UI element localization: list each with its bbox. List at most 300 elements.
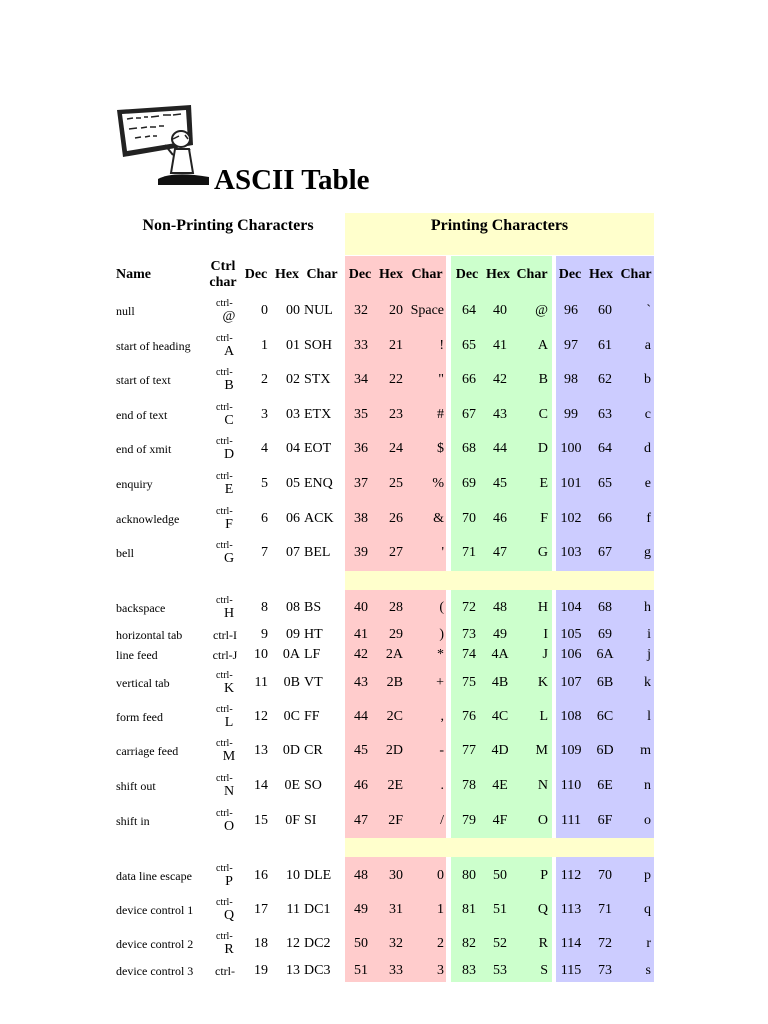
table-row: [0, 804, 768, 838]
printing-char: 1: [437, 902, 444, 917]
printing-dec: 72: [462, 600, 476, 615]
printing-char: ": [438, 372, 444, 387]
header-dec: Dec: [348, 267, 372, 282]
printing-char: D: [537, 441, 548, 456]
printing-char: ': [441, 545, 444, 560]
printing-char: R: [538, 936, 548, 951]
printing-char: O: [537, 813, 548, 828]
printing-char: ,: [440, 709, 444, 724]
printing-char: F: [540, 511, 548, 526]
row-dec: 8: [261, 600, 268, 615]
row-ctrl-char: [208, 804, 242, 838]
row-name: end of text: [116, 407, 168, 422]
printing-hex: 2B: [386, 675, 403, 690]
ctrl-prefix: ctrl-: [216, 401, 233, 413]
row-ctrl-char: [208, 536, 242, 570]
row-name: shift out: [116, 778, 156, 793]
ctrl-prefix: ctrl-: [216, 435, 233, 447]
printing-dec: 99: [564, 407, 578, 422]
ctrl-prefix: ctrl-: [216, 737, 233, 749]
ctrl-key: @: [222, 308, 236, 324]
printing-hex: 6A: [596, 647, 614, 662]
row-hex: 07: [286, 545, 300, 560]
header-hex: Hex: [274, 267, 300, 282]
group-separator: [345, 838, 654, 857]
table-row: [0, 700, 768, 734]
ctrl-key: L: [224, 714, 234, 730]
row-hex: 10: [286, 868, 300, 883]
row-hex: 11: [286, 902, 300, 917]
ctrl-prefix: ctrl-: [216, 332, 233, 344]
printing-dec: 37: [354, 476, 368, 491]
row-name: null: [116, 303, 135, 318]
table-row: [0, 962, 768, 980]
table-row: [0, 432, 768, 466]
row-ctrl-char: ctrl-: [215, 963, 235, 978]
printing-hex: 69: [598, 627, 612, 642]
printing-hex: 46: [493, 511, 507, 526]
row-ctrl-char: [208, 502, 242, 536]
header-dec: Dec: [244, 267, 268, 282]
printing-hex: 51: [493, 902, 507, 917]
printing-hex: 43: [493, 407, 507, 422]
printing-dec: 75: [462, 675, 476, 690]
printing-hex: 41: [493, 338, 507, 353]
row-name: data line escape: [116, 868, 192, 883]
printing-dec: 103: [560, 545, 582, 560]
printing-char: M: [535, 743, 548, 758]
row-ctrl-char: [208, 591, 242, 625]
row-hex: 12: [286, 936, 300, 951]
row-dec: 19: [254, 963, 268, 978]
table-row: [0, 893, 768, 927]
printing-char: C: [538, 407, 548, 422]
row-dec: 3: [261, 407, 268, 422]
printing-hex: 26: [389, 511, 403, 526]
printing-hex: 6B: [596, 675, 614, 690]
group-separator: [345, 571, 654, 590]
row-ctrl-char: [208, 769, 242, 803]
row-name: acknowledge: [116, 511, 180, 526]
row-name: device control 1: [116, 902, 194, 917]
row-hex: 08: [286, 600, 300, 615]
printing-char: `: [646, 303, 651, 318]
printing-dec: 101: [560, 476, 582, 491]
row-ctrl-char: [208, 398, 242, 432]
printing-dec: 38: [354, 511, 368, 526]
row-char: BEL: [304, 545, 331, 560]
header-name: Name: [116, 267, 151, 282]
printing-dec: 80: [462, 868, 476, 883]
row-char: EOT: [304, 441, 332, 456]
printing-char: a: [644, 338, 651, 353]
row-ctrl-char: [208, 859, 242, 893]
row-ctrl-char: ctrl-I: [213, 627, 237, 642]
printing-char: @: [535, 303, 548, 318]
row-char: STX: [304, 372, 331, 387]
table-row: [0, 927, 768, 961]
ctrl-key: H: [223, 605, 235, 621]
printing-dec: 106: [560, 647, 582, 662]
printing-char: c: [644, 407, 651, 422]
printing-dec: 97: [564, 338, 578, 353]
printing-char: *: [437, 647, 444, 662]
printing-heading: Printing Characters: [345, 213, 654, 255]
row-char: CR: [304, 743, 323, 758]
printing-dec: 41: [354, 627, 368, 642]
printing-dec: 69: [462, 476, 476, 491]
header-char: Char: [411, 267, 443, 282]
row-ctrl-char: [208, 666, 242, 700]
printing-dec: 79: [462, 813, 476, 828]
printing-char: p: [644, 868, 651, 883]
printing-hex: 2E: [387, 778, 403, 793]
ctrl-prefix: ctrl-: [216, 807, 233, 819]
printing-hex: 53: [493, 963, 507, 978]
row-name: form feed: [116, 709, 163, 724]
row-char: BS: [304, 600, 322, 615]
ctrl-prefix: ctrl-: [216, 669, 233, 681]
printing-hex: 52: [493, 936, 507, 951]
printing-char: L: [539, 709, 548, 724]
printing-char: 0: [437, 868, 444, 883]
printing-hex: 60: [598, 303, 612, 318]
printing-hex: 2C: [386, 709, 403, 724]
printing-hex: 40: [493, 303, 507, 318]
row-hex: 06: [286, 511, 300, 526]
printing-hex: 44: [493, 441, 507, 456]
table-row: [0, 626, 768, 644]
row-hex: 03: [286, 407, 300, 422]
printing-char: -: [439, 743, 444, 758]
ctrl-prefix: ctrl-: [216, 772, 233, 784]
printing-hex: 23: [389, 407, 403, 422]
printing-dec: 73: [462, 627, 476, 642]
header-char: Char: [620, 267, 652, 282]
printing-dec: 78: [462, 778, 476, 793]
printing-hex: 45: [493, 476, 507, 491]
printing-hex: 42: [493, 372, 507, 387]
printing-dec: 104: [560, 600, 582, 615]
printing-char: e: [644, 476, 651, 491]
printing-char: h: [644, 600, 651, 615]
printing-dec: 67: [462, 407, 476, 422]
printing-dec: 82: [462, 936, 476, 951]
row-hex: 0D: [282, 743, 300, 758]
table-row: [0, 398, 768, 432]
printing-hex: 24: [389, 441, 403, 456]
row-hex: 0C: [283, 709, 300, 724]
printing-hex: 6D: [596, 743, 614, 758]
row-dec: 13: [254, 743, 268, 758]
row-dec: 6: [261, 511, 268, 526]
row-char: SI: [304, 813, 317, 828]
ctrl-key: C: [224, 412, 234, 428]
printing-hex: 2F: [388, 813, 403, 828]
table-row: [0, 591, 768, 625]
ctrl-key: A: [223, 343, 235, 359]
printing-dec: 66: [462, 372, 476, 387]
header-hex: Hex: [588, 267, 614, 282]
printing-char: q: [644, 902, 651, 917]
printing-dec: 46: [354, 778, 368, 793]
table-row: [0, 646, 768, 664]
row-name: bell: [116, 545, 134, 560]
row-name: horizontal tab: [116, 627, 183, 642]
row-hex: 0E: [284, 778, 300, 793]
printing-dec: 71: [462, 545, 476, 560]
row-dec: 15: [254, 813, 268, 828]
non-printing-heading: Non-Printing Characters: [142, 217, 314, 234]
printing-char: n: [644, 778, 651, 793]
ctrl-prefix: ctrl-: [216, 366, 233, 378]
printing-char: K: [537, 675, 548, 690]
printing-char: /: [440, 813, 444, 828]
printing-dec: 98: [564, 372, 578, 387]
printing-hex: 28: [389, 600, 403, 615]
printing-hex: 49: [493, 627, 507, 642]
printing-char: (: [439, 600, 444, 615]
table-row: [0, 734, 768, 768]
row-name: backspace: [116, 600, 166, 615]
row-hex: 00: [286, 303, 300, 318]
printing-hex: 2D: [385, 743, 403, 758]
printing-dec: 50: [354, 936, 368, 951]
ctrl-prefix: ctrl-: [216, 505, 233, 517]
row-hex: 0B: [283, 675, 300, 690]
ctrl-key: F: [225, 516, 233, 532]
row-name: start of text: [116, 372, 171, 387]
printing-dec: 102: [560, 511, 582, 526]
printing-char: J: [542, 647, 548, 662]
ctrl-key: N: [223, 783, 235, 799]
printing-hex: 29: [389, 627, 403, 642]
table-row: [0, 363, 768, 397]
printing-hex: 72: [598, 936, 612, 951]
row-hex: 04: [286, 441, 300, 456]
row-dec: 9: [261, 627, 268, 642]
printing-hex: 50: [493, 868, 507, 883]
row-ctrl-char: [208, 329, 242, 363]
row-ctrl-char: [208, 432, 242, 466]
printing-dec: 110: [560, 778, 582, 793]
ctrl-key: E: [224, 481, 234, 497]
printing-hex: 66: [598, 511, 612, 526]
printing-hex: 27: [389, 545, 403, 560]
ctrl-key: Q: [223, 907, 235, 923]
row-dec: 11: [254, 675, 268, 690]
printing-char: !: [439, 338, 444, 353]
row-hex: 13: [286, 963, 300, 978]
row-dec: 12: [254, 709, 268, 724]
row-hex: 02: [286, 372, 300, 387]
row-name: vertical tab: [116, 675, 170, 690]
printing-hex: 4C: [491, 709, 509, 724]
printing-hex: 62: [598, 372, 612, 387]
printing-dec: 105: [560, 627, 582, 642]
row-char: DC2: [304, 936, 331, 951]
printing-dec: 48: [354, 868, 368, 883]
header-char: Char: [516, 267, 548, 282]
printing-hex: 61: [598, 338, 612, 353]
row-char: ACK: [304, 511, 334, 526]
row-dec: 17: [254, 902, 268, 917]
printing-dec: 64: [462, 303, 476, 318]
row-ctrl-char: [208, 927, 242, 961]
ctrl-prefix: ctrl-: [216, 862, 233, 874]
row-dec: 0: [261, 303, 268, 318]
printing-hex: 68: [598, 600, 612, 615]
page-title: ASCII Table: [214, 164, 370, 196]
row-char: NUL: [304, 303, 333, 318]
printing-dec: 39: [354, 545, 368, 560]
row-name: line feed: [116, 647, 158, 662]
printing-char: s: [645, 963, 651, 978]
header-dec: Dec: [558, 267, 582, 282]
row-ctrl-char: [208, 700, 242, 734]
row-ctrl-char: [208, 363, 242, 397]
printing-dec: 35: [354, 407, 368, 422]
ctrl-prefix: ctrl-: [216, 297, 233, 309]
printing-dec: 65: [462, 338, 476, 353]
printing-dec: 45: [354, 743, 368, 758]
printing-dec: 77: [462, 743, 476, 758]
printing-dec: 47: [354, 813, 368, 828]
printing-hex: 48: [493, 600, 507, 615]
ctrl-prefix: ctrl-: [216, 594, 233, 606]
printing-dec: 113: [560, 902, 582, 917]
row-char: HT: [304, 627, 323, 642]
ctrl-prefix: ctrl-: [216, 930, 233, 942]
printing-char: H: [537, 600, 548, 615]
row-dec: 5: [261, 476, 268, 491]
printing-dec: 49: [354, 902, 368, 917]
header-hex: Hex: [485, 267, 511, 282]
printing-dec: 70: [462, 511, 476, 526]
printing-char: S: [540, 963, 548, 978]
table-row: [0, 502, 768, 536]
table-row: [0, 859, 768, 893]
printing-dec: 111: [561, 813, 581, 828]
printing-dec: 76: [462, 709, 476, 724]
printing-hex: 4A: [491, 647, 509, 662]
printing-dec: 115: [560, 963, 582, 978]
printing-char: 3: [437, 963, 444, 978]
ctrl-prefix: ctrl-: [216, 539, 233, 551]
printing-dec: 34: [354, 372, 368, 387]
printing-hex: 47: [493, 545, 507, 560]
printing-hex: 4F: [492, 813, 508, 828]
row-char: LF: [304, 647, 321, 662]
row-char: DC1: [304, 902, 331, 917]
row-name: device control 3: [116, 963, 194, 978]
printing-hex: 2A: [385, 647, 403, 662]
ctrl-key: M: [222, 748, 236, 764]
printing-char: N: [537, 778, 548, 793]
ctrl-prefix: ctrl-: [216, 470, 233, 482]
printing-char: $: [437, 441, 444, 456]
row-dec: 18: [254, 936, 268, 951]
row-char: FF: [304, 709, 320, 724]
ctrl-key: D: [223, 446, 235, 462]
printing-dec: 100: [560, 441, 582, 456]
ctrl-key: G: [223, 550, 235, 566]
printing-hex: 22: [389, 372, 403, 387]
header-ctrl-char: Ctrl char: [209, 259, 237, 290]
printing-dec: 68: [462, 441, 476, 456]
printing-dec: 40: [354, 600, 368, 615]
printing-hex: 4D: [491, 743, 509, 758]
ctrl-key: B: [224, 377, 234, 393]
row-dec: 7: [261, 545, 268, 560]
printing-char: 2: [437, 936, 444, 951]
printing-hex: 70: [598, 868, 612, 883]
printing-char: j: [647, 647, 651, 662]
table-row: [0, 536, 768, 570]
printing-dec: 83: [462, 963, 476, 978]
row-ctrl-char: [208, 734, 242, 768]
row-dec: 1: [261, 338, 268, 353]
ctrl-key: O: [223, 818, 235, 834]
printing-char: %: [432, 476, 444, 491]
table-row: [0, 467, 768, 501]
printing-hex: 31: [389, 902, 403, 917]
row-dec: 2: [261, 372, 268, 387]
printing-char: A: [537, 338, 548, 353]
printing-dec: 112: [560, 868, 582, 883]
table-row: [0, 769, 768, 803]
printing-char: B: [538, 372, 548, 387]
printing-dec: 109: [560, 743, 582, 758]
printing-char: ): [439, 627, 444, 642]
header-char: Char: [306, 267, 338, 282]
printing-char: o: [644, 813, 651, 828]
row-char: DLE: [304, 868, 332, 883]
printing-dec: 43: [354, 675, 368, 690]
row-char: SO: [304, 778, 322, 793]
row-hex: 09: [286, 627, 300, 642]
printing-char: r: [646, 936, 651, 951]
printing-char: f: [646, 511, 651, 526]
header-dec: Dec: [455, 267, 479, 282]
printing-hex: 4B: [491, 675, 509, 690]
printing-char: i: [647, 627, 651, 642]
printing-dec: 42: [354, 647, 368, 662]
row-dec: 16: [254, 868, 268, 883]
printing-char: g: [644, 545, 651, 560]
printing-char: l: [647, 709, 651, 724]
printing-char: I: [543, 627, 548, 642]
printing-dec: 33: [354, 338, 368, 353]
printing-char: m: [640, 743, 651, 758]
ctrl-prefix: ctrl-: [216, 703, 233, 715]
ctrl-key: R: [224, 941, 234, 957]
printing-dec: 74: [462, 647, 476, 662]
printing-char: &: [433, 511, 444, 526]
row-name: start of heading: [116, 338, 191, 353]
row-ctrl-char: ctrl-J: [212, 647, 238, 662]
row-dec: 10: [254, 647, 268, 662]
printing-char: #: [437, 407, 444, 422]
table-row: [0, 329, 768, 363]
row-hex: 0A: [282, 647, 300, 662]
printing-hex: 30: [389, 868, 403, 883]
row-name: end of xmit: [116, 441, 172, 456]
printing-dec: 44: [354, 709, 368, 724]
printing-dec: 107: [560, 675, 582, 690]
printing-hex: 6C: [596, 709, 614, 724]
row-name: carriage feed: [116, 743, 179, 758]
